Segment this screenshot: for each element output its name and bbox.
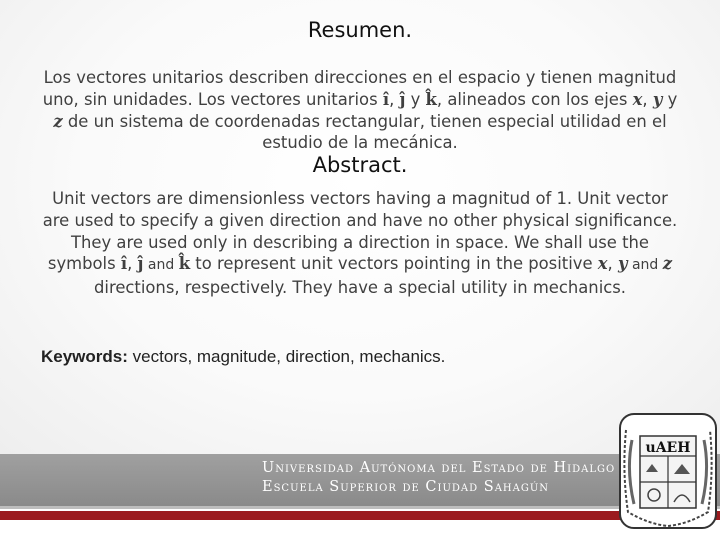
abstract-text-part: and: [627, 257, 663, 274]
footer-divider: [0, 506, 720, 509]
university-name: Universidad Autónoma del Estado de Hidalgo: [262, 460, 616, 476]
abstract-text-part: Unit vectors are dimensionless vectors having a magnitud of 1. Unit vector are used to specify a given direction and have no other physical significance. They are used only in describing a direction in space. We shall use the symbols: [42, 189, 678, 274]
unit-vector-k: k̂: [178, 254, 191, 274]
footer-red-stripe: [0, 511, 720, 520]
abstract-text-part: ,: [607, 254, 618, 274]
axis-x: x: [597, 254, 608, 274]
axis-y: y: [652, 89, 663, 109]
keywords-label: Keywords:: [41, 347, 128, 366]
seal-text: uAEH: [645, 440, 691, 456]
abstract-heading: Abstract.: [312, 153, 408, 177]
abstract-text-part: ,: [127, 254, 138, 274]
resumen-paragraph: [40, 67, 680, 154]
university-seal-icon: [618, 412, 718, 530]
axis-z: z: [53, 111, 63, 131]
axis-y: y: [617, 254, 628, 274]
school-name: Escuela Superior de Ciudad Sahagún: [262, 479, 550, 495]
resumen-text-part: ,: [642, 89, 653, 109]
resumen-text-part: ,: [389, 89, 400, 109]
keywords-value: vectors, magnitude, direction, mechanics.: [127, 347, 446, 366]
axis-x: x: [632, 89, 643, 109]
unit-vector-j: ĵ: [399, 89, 406, 109]
resumen-heading: Resumen.: [307, 18, 413, 42]
resumen-text-part: , alineados con los ejes: [436, 89, 633, 109]
unit-vector-i: î: [382, 89, 390, 109]
unit-vector-j: ĵ: [137, 254, 144, 274]
resumen-text-part: Los vectores unitarios describen direcciones en el espacio y tienen magnitud uno, sin unidades. Los vectores unitarios: [42, 68, 677, 109]
unit-vector-i: î: [120, 254, 128, 274]
resumen-text-part: y: [405, 89, 426, 109]
resumen-text-part: de un sistema de coordenadas rectangular, tienen especial utilidad en el estudio de la mecánica.: [62, 111, 667, 153]
abstract-paragraph: [40, 188, 680, 299]
abstract-text-part: to represent unit vectors pointing in the positive: [190, 254, 598, 274]
resumen-text-part: y: [662, 89, 678, 109]
abstract-text-part: directions, respectively. They have a special utility in mechanics.: [93, 278, 627, 298]
keywords-line: [41, 347, 681, 367]
axis-z: z: [662, 254, 673, 274]
unit-vector-k: k̂: [425, 89, 437, 109]
abstract-text-part: and: [143, 257, 179, 274]
